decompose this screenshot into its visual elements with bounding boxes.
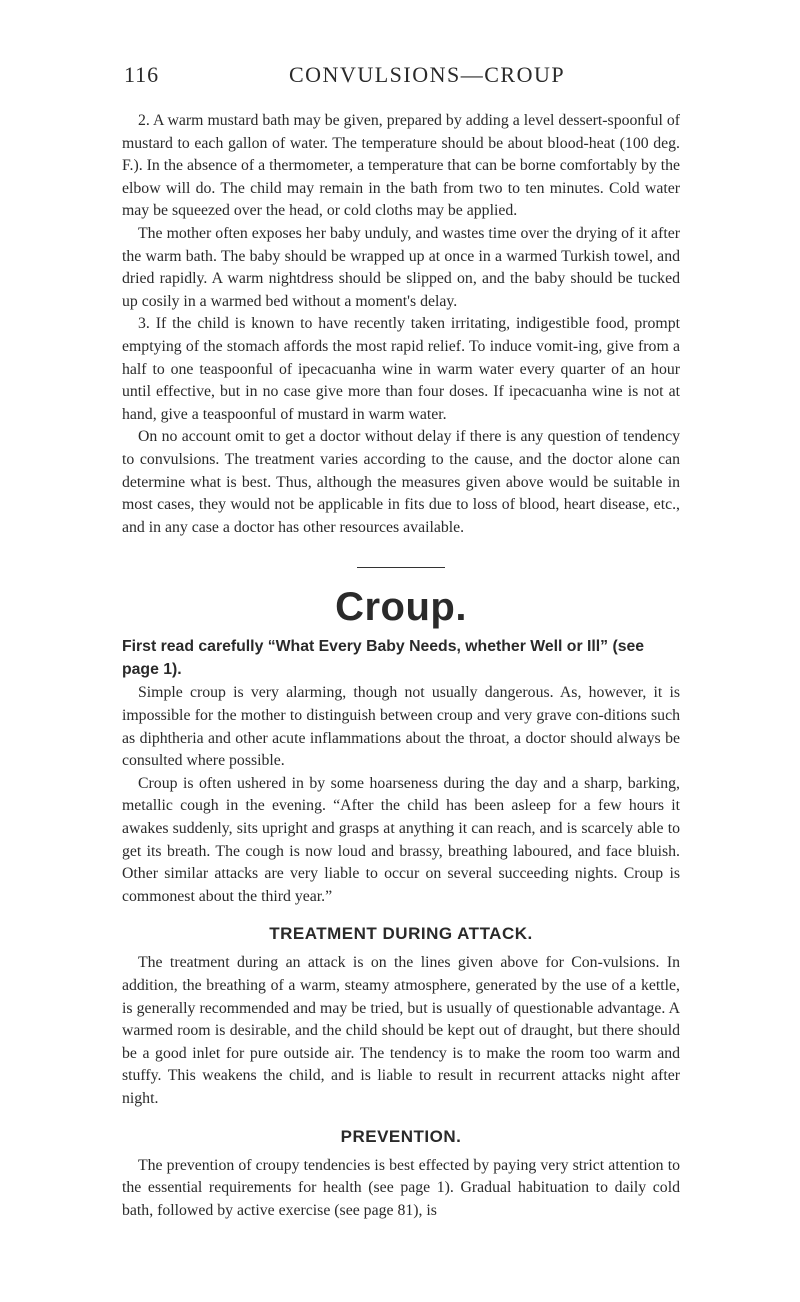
running-head: CONVULSIONS—CROUP bbox=[289, 62, 566, 87]
convulsions-paragraph-vomiting: 3. If the child is known to have recently taken irritating, indigestible food, prompt emptying of the stomach affords the most rapid relief. To induce vomit-ing, give from a half to one teaspoonful of ipecacuanha wine in warm water every quarter of an hour until effective, but in no case give more than four doses. If ipecacuanha wine is not at hand, give a teaspoonful of mustard in warm water. bbox=[122, 315, 680, 423]
treatment-paragraph: The treatment during an attack is on the lines given above for Con-vulsions. In addition, the breathing of a warm, steamy atmosphere, generated by the use of a kettle, is generally recommended and may be tried, but is usually of questionable advantage. A warmed room is desirable, and the child should be kept out of draught, but there should be a good inlet for pure outside air. The tendency is to make the room too warm and stuffy. This weakens the child, and is liable to result in recurrent attacks night after night. bbox=[122, 954, 680, 1107]
page-body bbox=[122, 110, 680, 1222]
section-title-croup: Croup. bbox=[335, 585, 467, 630]
croup-paragraph-symptoms: Croup is often ushered in by some hoarseness during the day and a sharp, barking, metallic cough in the evening. “After the child has been asleep for a few hours it awakes suddenly, sits upright and grasps at anything it can reach, and is scarcely able to get its breath. The cough is now loud and brassy, breathing laboured, and face bluish. Other similar attacks are very liable to occur on several succeeding nights. Croup is commonest about the third year.” bbox=[122, 774, 680, 905]
convulsions-paragraph-doctor: On no account omit to get a doctor without delay if there is any question of tendency to convulsions. The treatment varies according to the cause, and the doctor alone can determine what is best. Thus, although the measures given above would be suitable in most cases, they would not be applicable in fits due to loss of blood, heart disease, etc., and in any case a doctor has other resources available. bbox=[122, 428, 680, 536]
convulsions-paragraph-bath: 2. A warm mustard bath may be given, prepared by adding a level dessert-spoonful of mustard to each gallon of water. The temperature should be about blood-heat (100 deg. F.). In the absence of a thermometer, a temperature that can be borne comfortably by the elbow will do. The child may remain in the bath from two to ten minutes. Cold water may be squeezed over the head, or cold cloths may be applied. bbox=[122, 112, 680, 220]
read-first-instruction: First read carefully “What Every Baby Needs, whether Well or Ill” (see page 1). bbox=[122, 638, 645, 678]
section-divider bbox=[357, 567, 445, 568]
prevention-paragraph: The prevention of croupy tendencies is best effected by paying very strict attention to the essential requirements for health (see page 1). Gradual habituation to daily cold bath, followed by active exercise (see page 81), is bbox=[122, 1156, 680, 1219]
subheading-prevention: PREVENTION. bbox=[340, 1126, 462, 1146]
subheading-treatment: TREATMENT DURING ATTACK. bbox=[269, 924, 533, 944]
page-number: 116 bbox=[124, 62, 160, 87]
convulsions-paragraph-drying: The mother often exposes her baby unduly, and wastes time over the drying of it after the warm bath. The baby should be wrapped up at once in a warmed Turkish towel, and dried rapidly. A warm nightdress should be slipped on, and the baby should be tucked up cosily in a warmed bed without a moment's delay. bbox=[122, 224, 680, 310]
croup-paragraph-intro: Simple croup is very alarming, though not usually dangerous. As, however, it is impossible for the mother to distinguish between croup and very grave con-ditions such as diphtheria and other acute inflammations about the throat, a doctor should always be consulted where possible. bbox=[122, 684, 680, 770]
page-header bbox=[124, 62, 650, 90]
